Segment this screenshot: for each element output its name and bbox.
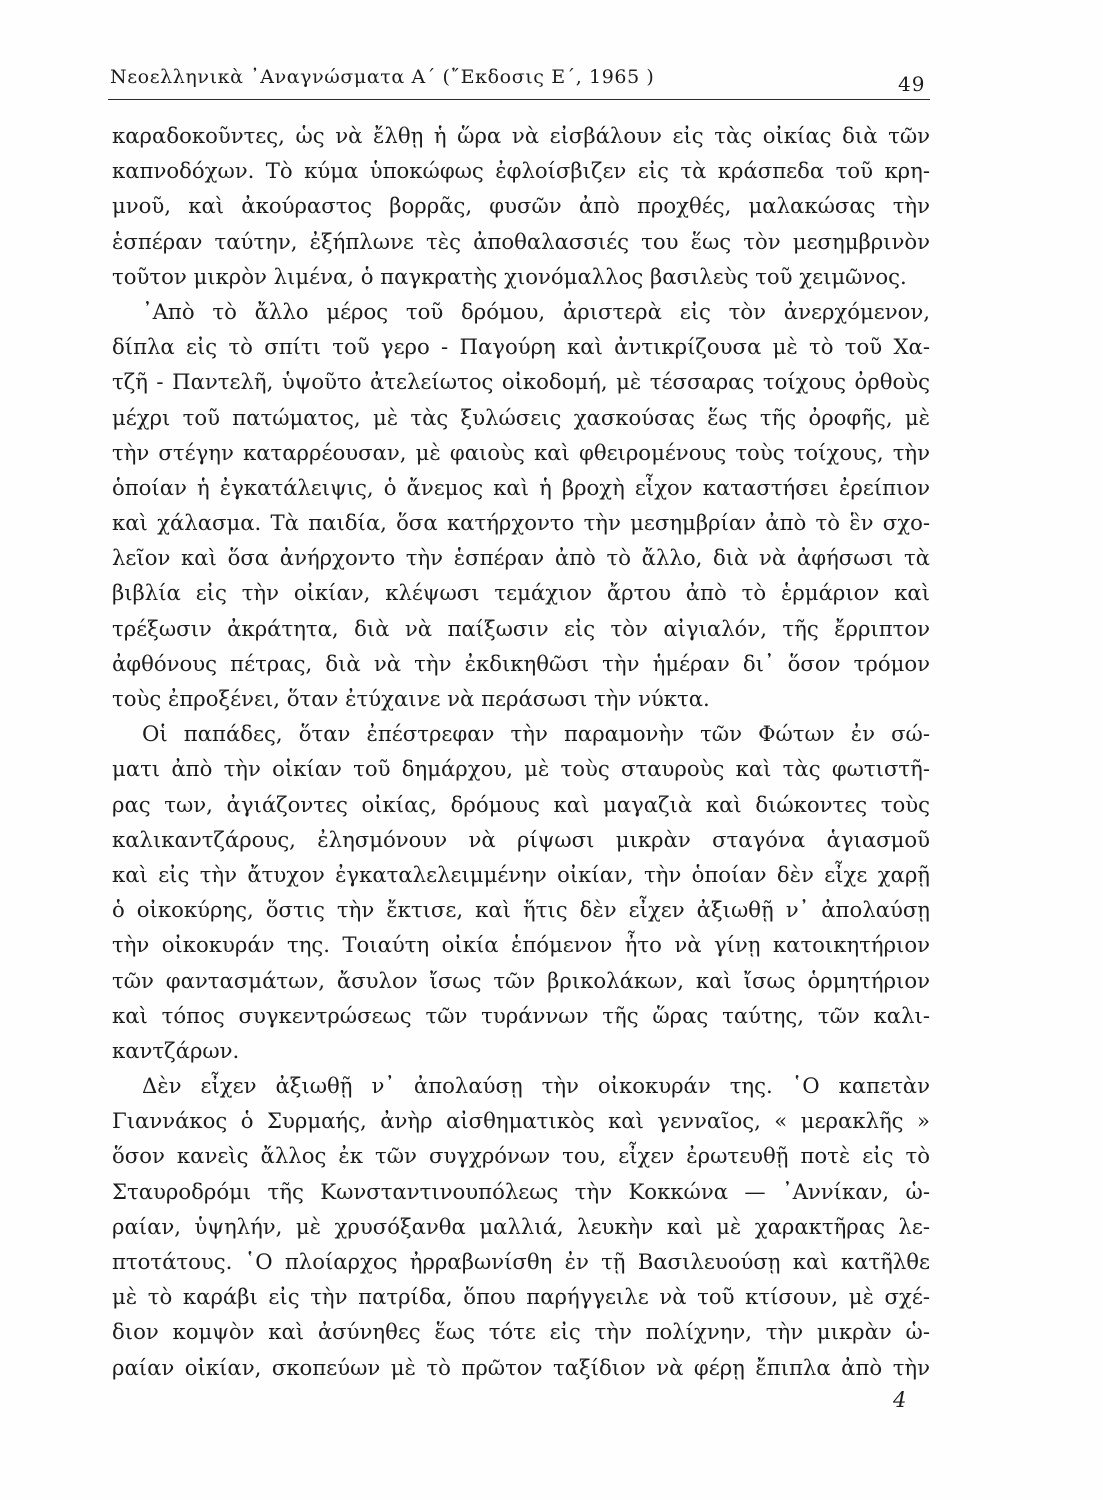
text-line: τοῦτον μικρὸν λιμένα, ὁ παγκρατὴς χιονόμαλλος βασιλεὺς τοῦ χειμῶνος.	[112, 263, 907, 289]
text-line: πτοτάτους. ῾Ο πλοίαρχος ἠρραβωνίσθη ἐν τῇ Βασιλευούσῃ καὶ κατῆλθε	[112, 1249, 930, 1274]
text-line: καπνοδόχων. Τὸ κύμα ὑποκώφως ἐφλοίσβιζεν εἰς τὰ κράσπεδα τοῦ κρη-	[112, 158, 930, 184]
page-number: 49	[898, 72, 926, 96]
text-line: καὶ χάλασμα. Τὰ παιδία, ὅσα κατήρχοντο τὴν μεσημβρίαν ἀπὸ τὸ ἓν σχο-	[112, 510, 930, 536]
text-line: λεῖον καὶ ὅσα ἀνήρχοντο τὴν ἑσπέραν ἀπὸ τὸ ἄλλο, διὰ νὰ ἀφήσωσι τὰ	[112, 545, 930, 571]
text-line: καὶ εἰς τὴν ἄτυχον ἐγκαταλελειμμένην οἰκίαν, τὴν ὁποίαν δὲν εἶχε χαρῇ	[112, 861, 930, 887]
text-line: τοὺς ἐπροξένει, ὅταν ἐτύχαινε νὰ περάσωσι τὴν νύκτα.	[112, 686, 710, 711]
text-line: ἀφθόνους πέτρας, διὰ νὰ τὴν ἐκδικηθῶσι τὴν ἡμέραν δι᾿ ὅσον τρόμον	[112, 650, 930, 676]
text-line: βιβλία εἰς τὴν οἰκίαν, κλέψωσι τεμάχιον ἄρτου ἀπὸ τὸ ἑρμάριον καὶ	[112, 580, 930, 606]
text-line: Γιαννάκος ὁ Συρμαής, ἀνὴρ αἰσθηματικὸς καὶ γενναῖος, « μερακλῆς »	[112, 1108, 930, 1134]
header-rule	[108, 99, 930, 100]
text-line: ὅσον κανεὶς ἄλλος ἐκ τῶν συγχρόνων του, εἶχεν ἐρωτευθῇ ποτὲ εἰς τὸ	[112, 1143, 930, 1169]
text-line: καὶ τόπος συγκεντρώσεως τῶν τυράννων τῆς ὥρας ταύτης, τῶν καλι-	[112, 1002, 930, 1028]
text-line: ὁ οἰκοκύρης, ὅστις τὴν ἔκτισε, καὶ ἥτις δὲν εἶχεν ἀξιωθῇ ν᾿ ἀπολαύσῃ	[112, 897, 930, 923]
text-line: καραδοκοῦντες, ὡς νὰ ἔλθῃ ἡ ὥρα νὰ εἰσβάλουν εἰς τὰς οἰκίας διὰ τῶν	[112, 123, 930, 148]
text-line: τῶν φαντασμάτων, ἄσυλον ἴσως τῶν βρικολάκων, καὶ ἴσως ὁρμητήριον	[112, 967, 930, 993]
text-line: ματι ἀπὸ τὴν οἰκίαν τοῦ δημάρχου, μὲ τοὺς σταυροὺς καὶ τὰς φωτιστῆ-	[112, 756, 930, 782]
text-line: μέχρι τοῦ πατώματος, μὲ τὰς ξυλώσεις χασκούσας ἕως τῆς ὀροφῆς, μὲ	[112, 404, 930, 430]
text-line: τὴν στέγην καταρρέουσαν, μὲ φαιοὺς καὶ φθειρομένους τοὺς τοίχους, τὴν	[112, 439, 930, 465]
text-line: ρας των, ἀγιάζοντες οἰκίας, δρόμους καὶ μαγαζιὰ καὶ διώκοντες τοὺς	[112, 791, 930, 817]
text-line: δίπλα εἰς τὸ σπίτι τοῦ γερο - Παγούρη καὶ ἀντικρίζουσα μὲ τὸ τοῦ Χα-	[112, 334, 930, 360]
text-line: τρέξωσιν ἀκράτητα, διὰ νὰ παίξωσιν εἰς τὸν αἰγιαλόν, τῆς ἔρριπτον	[112, 615, 930, 641]
body-text	[112, 118, 930, 1385]
text-line: καλικαντζάρους, ἐλησμόνουν νὰ ρίψωσι μικρὰν σταγόνα ἁγιασμοῦ	[112, 826, 930, 852]
text-line: ραίαν, ὑψηλήν, μὲ χρυσόξανθα μαλλιά, λευκὴν καὶ μὲ χαρακτῆρας λε-	[112, 1213, 930, 1239]
text-line: ᾿Απὸ τὸ ἄλλο μέρος τοῦ δρόμου, ἀριστερὰ εἰς τὸν ἀνερχόμενον,	[142, 298, 930, 324]
text-line: τὴν οἰκοκυράν της. Τοιαύτη οἰκία ἑπόμενον ἦτο νὰ γίνῃ κατοικητήριον	[112, 932, 930, 958]
text-line: καντζάρων.	[112, 1037, 240, 1063]
text-line: Οἱ παπάδες, ὅταν ἐπέστρεφαν τὴν παραμονὴν τῶν Φώτων ἐν σώ-	[142, 721, 930, 747]
text-line: Δὲν εἶχεν ἀξιωθῇ ν᾿ ἀπολαύσῃ τὴν οἰκοκυράν της. ῾Ο καπετὰν	[142, 1073, 930, 1099]
running-title: Νεοελληνικὰ ᾿Αναγνώσματα Α΄ (῎Εκδοσις Ε΄, 1965 )	[110, 66, 655, 88]
text-line: μὲ τὸ καράβι εἰς τὴν πατρίδα, ὅπου παρήγγειλε νὰ τοῦ κτίσουν, μὲ σχέ-	[112, 1284, 930, 1310]
text-line: ἑσπέραν ταύτην, ἐξήπλωνε τὲς ἀποθαλασσιές του ἕως τὸν μεσημβρινὸν	[112, 228, 930, 254]
text-line: Σταυροδρόμι τῆς Κωνσταντινουπόλεως τὴν Κοκκώνα — ᾿Αννίκαν, ὡ-	[112, 1178, 930, 1204]
text-line: μνοῦ, καὶ ἀκούραστος βορρᾶς, φυσῶν ἀπὸ προχθές, μαλακώσας τὴν	[112, 193, 930, 219]
signature-mark: 4	[893, 1388, 907, 1412]
text-line: ραίαν οἰκίαν, σκοπεύων μὲ τὸ πρῶτον ταξίδιον νὰ φέρῃ ἔπιπλα ἀπὸ τὴν	[112, 1354, 930, 1380]
text-line: ὁποίαν ἡ ἐγκατάλειψις, ὁ ἄνεμος καὶ ἡ βροχὴ εἶχον καταστήσει ἐρείπιον	[112, 474, 930, 500]
text-line: τζῆ - Παντελῆ, ὑψοῦτο ἀτελείωτος οἰκοδομή, μὲ τέσσαρας τοίχους ὀρθοὺς	[112, 369, 930, 395]
text-line: διον κομψὸν καὶ ἀσύνηθες ἕως τότε εἰς τὴν πολίχνην, τὴν μικρὰν ὡ-	[112, 1319, 930, 1345]
